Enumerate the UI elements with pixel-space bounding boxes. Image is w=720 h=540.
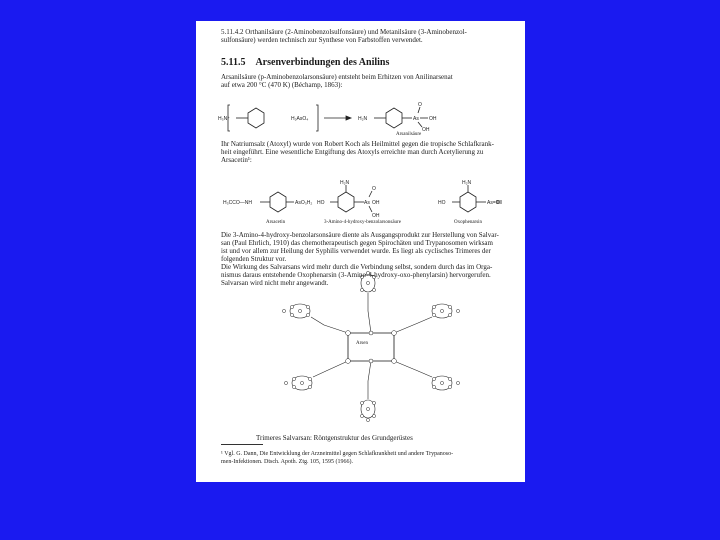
label-arsacetin: Arsacetin (266, 220, 286, 225)
oxophenarsin-ring (460, 192, 476, 212)
atoxyl-line1: Ihr Natriumsalz (Atoxyl) wurde von Robert Koch als Heilmittel gegen die tropische Schlafkrank- (221, 140, 494, 148)
anilinium-ring (248, 108, 264, 128)
arsacetin-ring (270, 192, 286, 212)
label-arsanilsaure: Arsanilsäure (396, 132, 422, 137)
arsanilic-ring (386, 108, 402, 128)
svg-text:As: As (364, 200, 370, 206)
svg-text:OH: OH (429, 116, 437, 122)
label-oxophenarsin: Oxophenarsin (454, 220, 483, 225)
svg-text:H₂N: H₂N (358, 116, 368, 122)
svg-text:As: As (413, 116, 419, 122)
reagent-label: H₂AsO₄ (291, 116, 309, 122)
atoxyl-line2: heit eingeführt. Eine wesentliche Entgiftung des Atoxyls erreichte man durch Acetylierung zu (221, 148, 484, 156)
svg-text:H₃N⁺: H₃N⁺ (218, 116, 230, 122)
footnote-line2: men-Infektionen. Dtsch. Apoth. Ztg. 105, 1595 (1966). (221, 459, 353, 465)
para2-line3: Salvarsan wird nicht mehr angewandt. (221, 279, 329, 287)
trimer-structure (290, 274, 452, 418)
section-title: Arsenverbindungen des Anilins (255, 57, 390, 68)
section-5114-line2: sulfonsäure) werden technisch zur Synthese von Farbstoffen verwendet. (221, 36, 423, 44)
svg-text:H₂N: H₂N (462, 180, 472, 186)
document-page (196, 21, 525, 482)
atoxyl-line3: Arsacetin¹: (221, 156, 252, 164)
para1-line1: Die 3-Amino-4-hydroxy-benzolarsonsäure diente als Ausgangsprodukt zur Herstellung von Salvar- (221, 231, 499, 239)
svg-text:As=O: As=O (487, 200, 500, 206)
label-hydroxy-acid: 3-Amino-4-hydroxy-benzolarsonsäure (324, 220, 401, 225)
svg-text:HO: HO (317, 200, 325, 206)
svg-text:O: O (372, 186, 376, 192)
svg-text:AsO₃H₂: AsO₃H₂ (295, 200, 313, 206)
svg-text:O: O (418, 102, 422, 108)
footnote-line1: ¹ Vgl. G. Dann, Die Entwicklung der Arzneimittel gegen Schlafkrankheit und andere Trypanoso- (221, 451, 454, 457)
para2-line2: nismus daraus entstehende Oxophenarsin (3-Amino-4-hydroxy-oxo-phenylarsin) hervorgerufen. (221, 271, 491, 279)
svg-text:HO: HO (438, 200, 446, 206)
svg-text:OH: OH (372, 200, 380, 206)
footnote-rule (221, 444, 263, 445)
para1-line3: ist und vor allem zur Heilung der Syphilis verwendet wurde. Es liegt als cyclisches Trimeres der (221, 247, 491, 255)
intro-line2: auf etwa 200 °C (470 K) (Béchamp, 1863): (221, 81, 343, 89)
section-5114-line1: 5.11.4.2 Orthanilsäure (2-Aminobenzolsulfonsäure) und Metanilsäure (3-Aminobenzol- (221, 28, 467, 36)
svg-text:OH: OH (372, 213, 380, 219)
para1-line2: san (Paul Ehrlich, 1910) das chemotherapeutisch gegen Spirochäten und Trypanosomen wirksam (221, 239, 493, 247)
svg-text:OH: OH (422, 127, 430, 133)
hydroxy-ring (338, 192, 354, 212)
arsacetin-formula: H₃CCO—NH (223, 200, 252, 206)
para1-line4: folgenden Struktur vor. (221, 255, 287, 263)
structure-center-label: Arsen (356, 341, 368, 346)
bracket-right (316, 105, 318, 131)
figure-caption: Trimeres Salvarsan: Röntgenstruktur des Grundgerüstes (256, 434, 413, 442)
svg-text:H₂N: H₂N (340, 180, 350, 186)
intro-line1: Arsanilsäure (p-Aminobenzolarsonsäure) entsteht beim Erhitzen von Anilinarsenat (221, 73, 453, 81)
section-number: 5.11.5 (221, 57, 246, 68)
para2-line1: Die Wirkung des Salvarsans wird mehr durch die Verbindung selbst, sondern durch das im Orga- (221, 263, 493, 271)
